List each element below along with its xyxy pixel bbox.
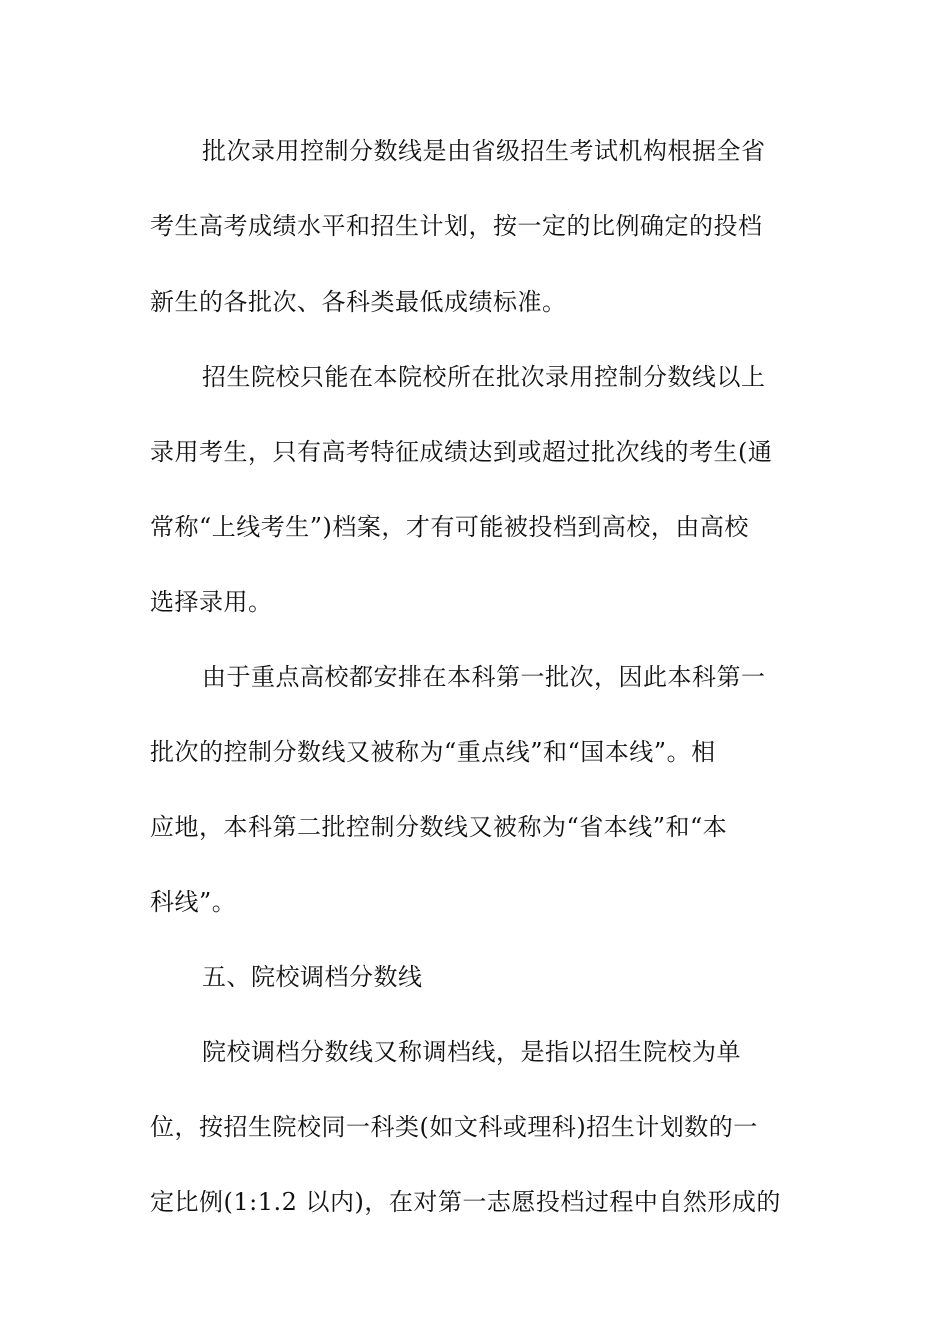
paragraph-4-line-3: 定比例(1:1.2 以内)，在对第一志愿投档过程中自然形成的 bbox=[150, 1188, 781, 1216]
paragraph-3-line-2: 批次的控制分数线又被称为“重点线”和“国本线”。相 bbox=[150, 738, 716, 766]
paragraph-2-line-3: 常称“上线考生”)档案，才有可能被投档到高校，由高校 bbox=[150, 513, 749, 541]
paragraph-1-line-2: 考生高考成绩水平和招生计划，按一定的比例确定的投档 bbox=[150, 212, 763, 240]
paragraph-1-line-3: 新生的各批次、各科类最低成绩标准。 bbox=[150, 288, 567, 316]
paragraph-3-line-1: 由于重点高校都安排在本科第一批次，因此本科第一 bbox=[202, 663, 766, 691]
paragraph-2-line-2: 录用考生，只有高考特征成绩达到或超过批次线的考生(通 bbox=[150, 438, 773, 466]
paragraph-3-line-4: 科线”。 bbox=[150, 888, 237, 916]
paragraph-4-line-2: 位，按招生院校同一科类(如文科或理科)招生计划数的一 bbox=[150, 1113, 758, 1141]
paragraph-1-line-1: 批次录用控制分数线是由省级招生考试机构根据全省 bbox=[202, 137, 766, 165]
paragraph-4-line-1: 院校调档分数线又称调档线，是指以招生院校为单 bbox=[202, 1038, 741, 1066]
paragraph-2-line-1: 招生院校只能在本院校所在批次录用控制分数线以上 bbox=[202, 363, 766, 391]
paragraph-2-line-4: 选择录用。 bbox=[150, 588, 273, 616]
section-heading: 五、院校调档分数线 bbox=[202, 963, 423, 991]
paragraph-3-line-3: 应地，本科第二批控制分数线又被称为“省本线”和“本 bbox=[150, 813, 728, 841]
